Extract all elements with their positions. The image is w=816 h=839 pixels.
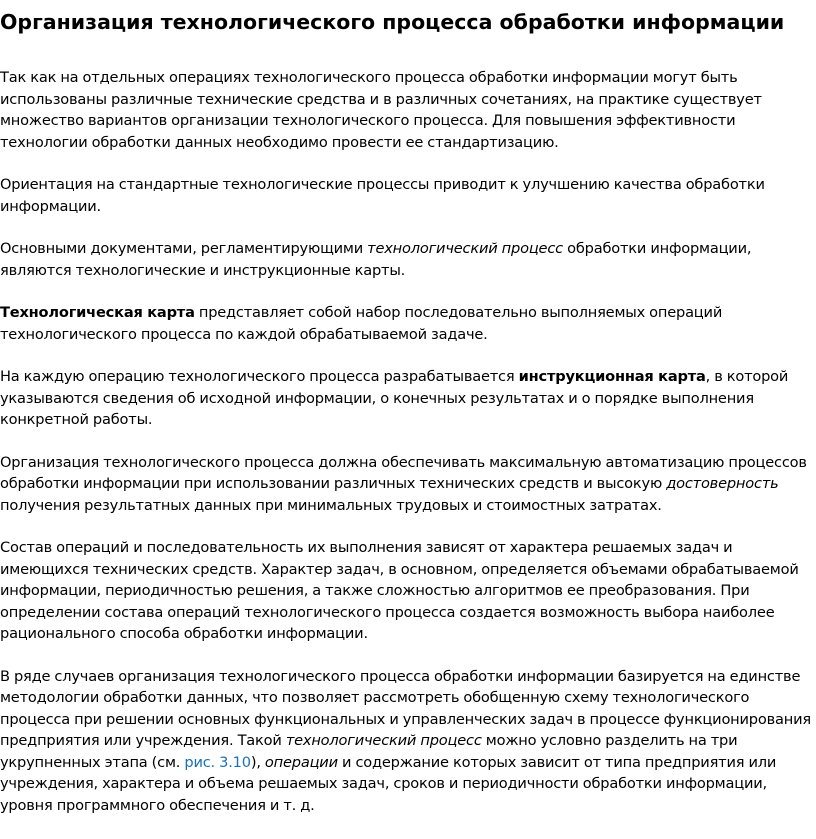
paragraph-8-text-3: ), (250, 753, 265, 771)
term-technological-map: Технологическая карта (0, 304, 195, 321)
paragraph-8 (0, 666, 816, 817)
term-reliability: достоверность (666, 475, 779, 492)
term-technological-process: технологический процесс (367, 240, 563, 257)
paragraph-8-text-1: В ряде случаев организация технологического процесса обработки информации базируется на единстве методологии обработки данных, что позволяет рассмотреть обобщенную схему технологического процесса при решении основных функциональных и управленческих задач в процессе функционирования предприятия или учреждения. Такой (0, 667, 811, 749)
paragraph-5 (0, 366, 816, 431)
figure-link[interactable]: рис. 3.10 (184, 753, 251, 771)
paragraph-8-text-4: и содержание которых зависит от типа предприятия или учреждения, характера и объема решаемых задач, сроков и периодичности обработки информации, уровня программного обеспечения и т. д. (0, 753, 777, 814)
paragraph-3-text-start: Основными документами, регламентирующими (0, 240, 368, 257)
term-technological-process-2: технологический процесс (285, 732, 482, 749)
paragraph-4-text: представляет собой набор последовательно выполняемых операций технологического процесса по каждой обрабатываемой задаче. (0, 304, 723, 343)
paragraph-2: Ориентация на стандартные технологические процессы приводит к улучшению качества обработки информации. (0, 176, 765, 215)
term-instruction-map: инструкционная карта (518, 368, 706, 385)
term-operations: операции (264, 753, 338, 771)
paragraph-5-text-start: На каждую операцию технологического процесса разрабатывается (0, 368, 519, 385)
paragraph-7: Состав операций и последовательность их выполнения зависят от характера решаемых задач и имеющихся технических средств. Характер задач, в основном, определяется объемами обрабатываемой информации, периодичностью решения, а также сложностью алгоритмов ее преобразования. При определении состава операций технологического процесса создается возможность выбора наиболее рационального способа обработки информации. (0, 539, 799, 642)
paragraph-5-text-end: , в которой указываются сведения об исходной информации, о конечных результатах и о порядке выполнения конкретной работы. (0, 368, 789, 428)
paragraph-6-text-end: получения результатных данных при минимальных трудовых и стоимостных затратах. (0, 496, 662, 514)
paragraph-6 (0, 452, 816, 517)
paragraph-8-text-2: можно условно разделить на три укрупненных этапа (см. (0, 732, 738, 771)
paragraph-1: Так как на отдельных операциях технологического процесса обработки информации могут быть использованы различные технические средства и в различных сочетаниях, на практике существует множество вариантов организации технологического процесса. Для повышения эффективности технологии обработки данных необходимо провести ее стандартизацию. (0, 69, 762, 151)
paragraph-6-text-start: Организация технологического процесса должна обеспечивать максимальную автоматизацию процессов обработки информации при использовании различных технических средств и высокую (0, 453, 807, 492)
paragraph-4 (0, 302, 816, 345)
page-title: Организация технологического процесса обработки информации (0, 10, 785, 34)
paragraph-3 (0, 238, 816, 281)
paragraph-3-text-end: обработки информации, являются технологические и инструкционные карты. (0, 240, 752, 279)
